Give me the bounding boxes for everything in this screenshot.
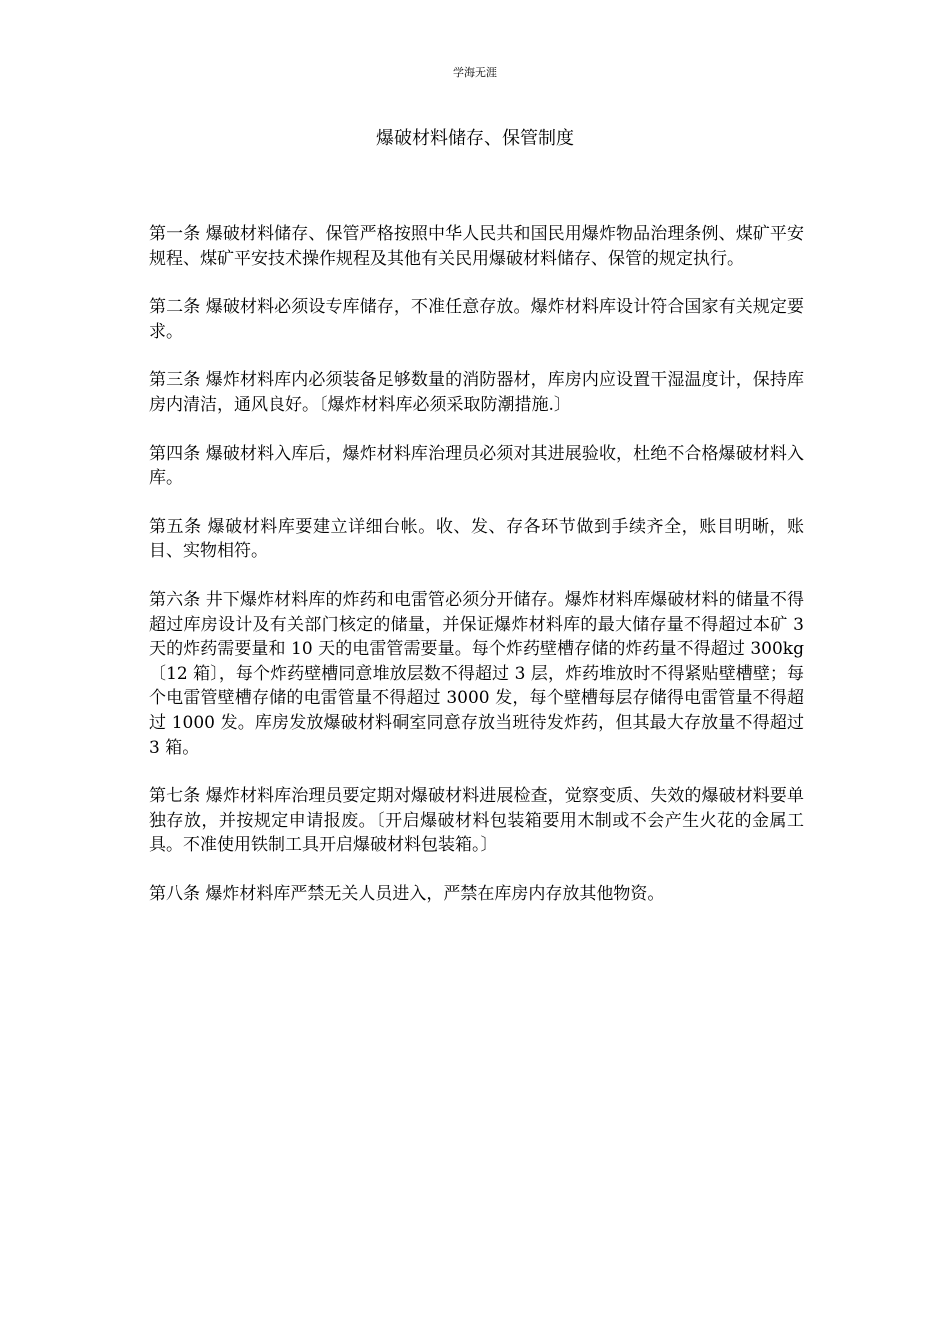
article-3: 第三条 爆炸材料库内必须装备足够数量的消防器材，库房内应设置干湿温度计，保持库房内清洁，通风良好。〔爆炸材料库必须采取防潮措施.〕 [149,370,804,415]
article-6: 第六条 井下爆炸材料库的炸药和电雷管必须分开储存。爆炸材料库爆破材料的储量不得超过库房设计及有关部门核定的储量，并保证爆炸材料库的最大储存量不得超过本矿 3 天的炸药需要量和 10 天的电雷管需要量。每个炸药壁槽存储的炸药量不得超过 300kg〔12 箱〕，每个炸药壁槽同意堆放层数不得超过 3 层，炸药堆放时不得紧贴壁槽壁；每个电雷管壁槽存储的电雷管量不得超过 3000 发，每个壁槽每层存储得电雷管量不得超过 1000 发。库房发放爆破材料硐室同意存放当班待发炸药，但其最大存放量不得超过 3 箱。 [149,589,804,758]
article-1: 第一条 爆破材料储存、保管严格按照中华人民共和国民用爆炸物品治理条例、煤矿平安规程、煤矿平安技术操作规程及其他有关民用爆破材料储存、保管的规定执行。 [149,224,804,269]
document-body [149,222,804,930]
article-4: 第四条 爆破材料入库后，爆炸材料库治理员必须对其进展验收，杜绝不合格爆破材料入库。 [149,443,804,489]
article-5: 第五条 爆破材料库要建立详细台帐。收、发、存各环节做到手续齐全，账目明晰，账目、实物相符。 [149,516,804,562]
article-7: 第七条 爆炸材料库治理员要定期对爆破材料进展检查，觉察变质、失效的爆破材料要单独存放，并按规定申请报废。〔开启爆破材料包装箱要用木制或不会产生火花的金属工具。不准使用铁制工具开启爆破材料包装箱。〕 [149,786,804,856]
page-header: 学海无涯 [453,66,497,79]
document-title: 爆破材料储存、保管制度 [376,128,574,149]
article-2: 第二条 爆破材料必须设专库储存，不准任意存放。爆炸材料库设计符合国家有关规定要求。 [149,297,804,342]
article-8: 第八条 爆炸材料库严禁无关人员进入，严禁在库房内存放其他物资。 [149,883,665,904]
